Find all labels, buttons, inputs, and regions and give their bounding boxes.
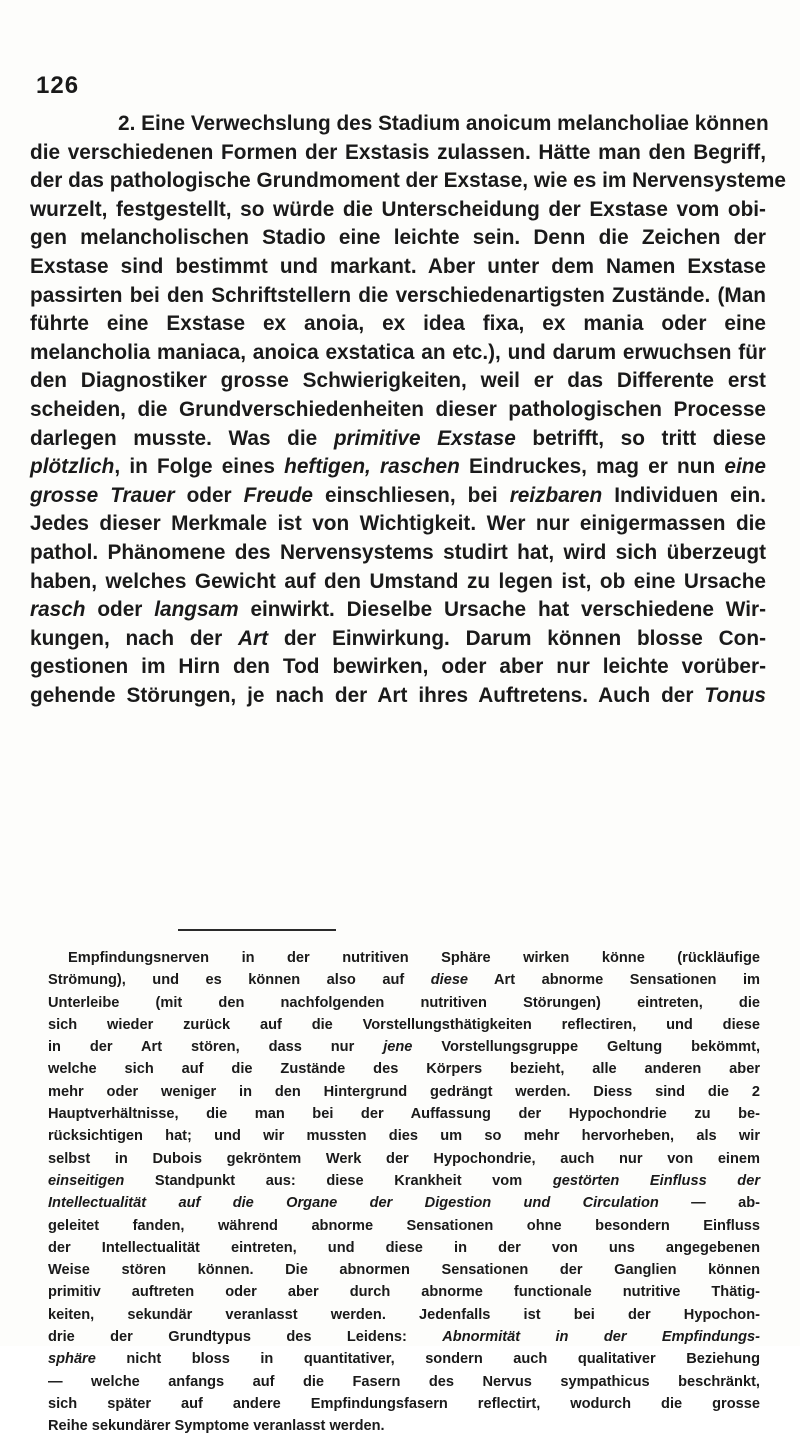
- footnote-block: [48, 947, 760, 1438]
- text-line: den Diagnostiker grosse Schwierigkeiten, weil er das Differente erst: [30, 369, 766, 393]
- emphasis: Freude: [243, 483, 313, 507]
- emphasis: grosse Trauer: [30, 483, 175, 507]
- text-line: plötzlich, in Folge eines heftigen, raschen Eindruckes, mag er nun eine: [30, 455, 766, 479]
- footnote-line: der Intellectualität eintreten, und diese in der von uns angegebenen: [48, 1239, 760, 1256]
- emphasis: diese: [430, 972, 469, 989]
- text-line: grosse Trauer oder Freude einschliesen, bei reizbaren Individuen ein.: [30, 483, 767, 507]
- emphasis: reizbaren: [509, 483, 603, 507]
- footnote-line: Hauptverhältnisse, die man bei der Auffassung der Hypochondrie zu be-: [48, 1106, 760, 1123]
- footnote-line: rücksichtigen hat; und wir mussten dies um so mehr hervorheben, als wir: [48, 1128, 760, 1145]
- emphasis: langsam: [154, 598, 239, 622]
- footnote-line: sphäre nicht bloss in quantitativer, sondern auch qualitativer Beziehung: [48, 1351, 760, 1368]
- text-line: pathol. Phänomene des Nervensystems studirt hat, wird sich überzeugt: [30, 540, 766, 564]
- text-line: die verschiedenen Formen der Exstasis zulassen. Hätte man den Begriff,: [30, 140, 766, 164]
- footnote-divider: [178, 929, 336, 931]
- text-line: Exstase sind bestimmt und markant. Aber unter dem Namen Exstase: [30, 254, 766, 278]
- emphasis: primitive Exstase: [333, 426, 516, 450]
- footnote-line: sich später auf andere Empfindungsfasern reflectirt, wodurch die grosse: [48, 1395, 760, 1412]
- footnote-line: Empfindungsnerven in der nutritiven Sphäre wirken könne (rückläufige: [68, 950, 760, 966]
- text-line: führte eine Exstase ex anoia, ex idea fixa, ex mania oder eine: [30, 312, 766, 336]
- footnote-line: Weise stören können. Die abnormen Sensationen der Ganglien können: [48, 1262, 760, 1279]
- footnote-line: mehr oder weniger in den Hintergrund gedrängt werden. Diess sind die 2: [48, 1083, 760, 1100]
- text-line: gen melancholischen Stadio eine leichte sein. Denn die Zeichen der: [30, 226, 766, 250]
- footnote-line: in der Art stören, dass nur jene Vorstellungsgruppe Geltung bekömmt,: [48, 1039, 760, 1056]
- emphasis: einseitigen: [48, 1172, 125, 1189]
- text-line: gehende Störungen, je nach der Art ihres Auftretens. Auch der Tonus: [30, 683, 766, 707]
- text-line: passirten bei den Schriftstellern die verschiedenartigsten Zustände. (Man: [30, 283, 766, 307]
- emphasis: Intellectualität auf die Organe der Digestion und Circulation: [48, 1195, 659, 1212]
- text-line: wurzelt, festgestellt, so würde die Unterscheidung der Exstase vom obi-: [30, 197, 766, 221]
- footnote-line: selbst in Dubois gekröntem Werk der Hypochondrie, auch nur von einem: [48, 1150, 760, 1167]
- emphasis: Art: [237, 626, 269, 650]
- footnote-line: — welche anfangs auf die Fasern des Nervus sympathicus beschränkt,: [48, 1373, 760, 1390]
- page-number: 126: [36, 72, 80, 99]
- footnote-line: einseitigen Standpunkt aus: diese Krankheit vom gestörten Einfluss der: [48, 1172, 761, 1189]
- emphasis: Tonus: [704, 683, 766, 707]
- footnote-line: geleitet fanden, während abnorme Sensationen ohne besondern Einfluss: [48, 1217, 760, 1234]
- text-line: kungen, nach der Art der Einwirkung. Darum können blosse Con-: [30, 626, 766, 650]
- text-line: melancholia maniaca, anoica exstatica an etc.), und darum erwuchsen für: [30, 340, 766, 364]
- footnote-line: Unterleibe (mit den nachfolgenden nutritiven Störungen) eintreten, die: [48, 994, 760, 1011]
- emphasis: Abnormität in der Empfindungs-: [442, 1329, 760, 1346]
- footnote-line: keiten, sekundär veranlasst werden. Jedenfalls ist bei der Hypochon-: [48, 1306, 760, 1323]
- footnote-line: Intellectualität auf die Organe der Digestion und Circulation — ab-: [48, 1195, 760, 1212]
- emphasis: gestörten Einfluss der: [552, 1172, 761, 1189]
- text-line: der das pathologische Grundmoment der Exstase, wie es im Nervensysteme: [30, 169, 786, 193]
- emphasis: eine: [724, 455, 766, 479]
- footnote-line: primitiv auftreten oder aber durch abnorme functionale nutritive Thätig-: [48, 1284, 760, 1301]
- footnote-line: welche sich auf die Zustände des Körpers bezieht, alle anderen aber: [48, 1061, 760, 1078]
- footnote-line: Reihe sekundärer Symptome veranlasst werden.: [48, 1418, 385, 1435]
- text-line: scheiden, die Grundverschiedenheiten dieser pathologischen Processe: [30, 397, 766, 421]
- footnote-line: sich wieder zurück auf die Vorstellungsthätigkeiten reflectiren, und diese: [48, 1016, 760, 1033]
- main-text-block: [30, 110, 786, 710]
- emphasis: rasch: [30, 598, 86, 622]
- emphasis: plötzlich: [30, 455, 115, 479]
- text-line: haben, welches Gewicht auf den Umstand zu legen ist, ob eine Ursache: [30, 569, 766, 593]
- text-line: Jedes dieser Merkmale ist von Wichtigkeit. Wer nur einigermassen die: [30, 512, 766, 536]
- footnote-line: Strömung), und es können also auf diese Art abnorme Sensationen im: [48, 972, 760, 989]
- emphasis: jene: [383, 1039, 413, 1056]
- text-line: gestionen im Hirn den Tod bewirken, oder aber nur leichte vorüber-: [30, 655, 766, 679]
- text-line: darlegen musste. Was die primitive Exstase betrifft, so tritt diese: [30, 426, 766, 450]
- text-line: 2. Eine Verwechslung des Stadium anoicum melancholiae können: [118, 112, 769, 135]
- emphasis: heftigen, raschen: [284, 455, 460, 479]
- text-line: rasch oder langsam einwirkt. Dieselbe Ursache hat verschiedene Wir-: [30, 598, 766, 622]
- emphasis: sphäre: [48, 1351, 96, 1368]
- footnote-line: drie der Grundtypus des Leidens: Abnormität in der Empfindungs-: [48, 1329, 760, 1346]
